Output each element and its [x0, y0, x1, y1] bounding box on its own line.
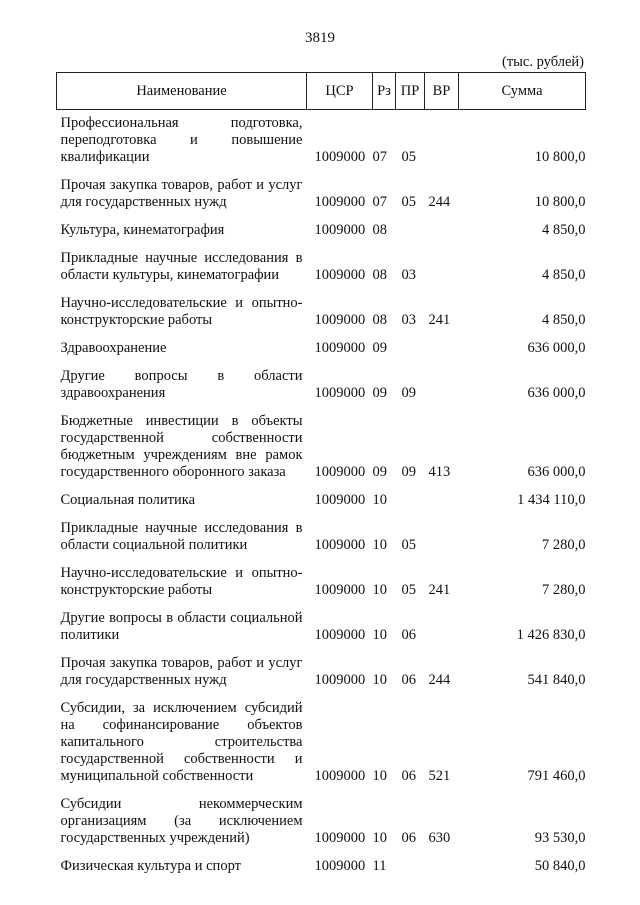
row-rz: 10 — [372, 537, 387, 553]
row-sum: 636 000,0 — [527, 385, 586, 401]
table-row — [57, 791, 586, 853]
table-row — [57, 695, 586, 791]
row-vr: 413 — [428, 464, 451, 480]
row-pr: 09 — [401, 385, 416, 401]
row-csr: 1009000 — [314, 267, 366, 283]
row-rz: 10 — [372, 672, 387, 688]
row-csr: 1009000 — [314, 194, 366, 210]
row-pr — [396, 487, 425, 515]
row-vr — [425, 487, 459, 515]
units-label: (тыс. рублей) — [502, 54, 584, 70]
row-name: Бюджетные инвестиции в объекты государственной собственности бюджетным учреждениям вне рамок государственного оборонного заказа — [60, 413, 303, 480]
table-row — [57, 110, 586, 173]
row-pr: 06 — [401, 627, 416, 643]
row-rz: 09 — [372, 464, 387, 480]
row-csr: 1009000 — [314, 858, 366, 874]
row-vr — [425, 853, 459, 881]
row-sum: 10 800,0 — [534, 194, 586, 210]
row-name: Прикладные научные исследования в области культуры, кинематографии — [60, 250, 303, 283]
header-rz: Рз — [373, 73, 396, 110]
row-name: Субсидии, за исключением субсидий на софинансирование объектов капитального строительства государственной собственности и муниципальной собственности — [60, 700, 303, 784]
header-csr: ЦСР — [307, 73, 373, 110]
header-name: Наименование — [57, 73, 307, 110]
row-sum: 636 000,0 — [527, 340, 586, 356]
row-name: Прикладные научные исследования в области социальной политики — [60, 520, 303, 553]
row-name: Научно-исследовательские и опытно-конструкторские работы — [60, 565, 303, 598]
row-sum: 93 530,0 — [534, 830, 586, 846]
row-vr: 241 — [428, 312, 451, 328]
table-header-row — [57, 73, 586, 110]
row-vr — [425, 515, 459, 560]
row-pr: 05 — [401, 537, 416, 553]
row-rz: 09 — [372, 340, 387, 356]
row-rz: 10 — [372, 627, 387, 643]
row-pr: 06 — [401, 830, 416, 846]
page-number: 3819 — [305, 30, 335, 46]
row-csr: 1009000 — [314, 222, 366, 238]
row-pr: 06 — [401, 672, 416, 688]
row-csr: 1009000 — [314, 537, 366, 553]
row-csr: 1009000 — [314, 768, 366, 784]
row-pr: 06 — [401, 768, 416, 784]
row-name: Прочая закупка товаров, работ и услуг для государственных нужд — [60, 655, 303, 688]
row-rz: 07 — [372, 149, 387, 165]
row-vr — [425, 363, 459, 408]
row-csr: 1009000 — [314, 464, 366, 480]
row-rz: 09 — [372, 385, 387, 401]
row-csr: 1009000 — [314, 830, 366, 846]
row-vr — [425, 605, 459, 650]
row-name: Профессиональная подготовка, переподготовка и повышение квалификации — [60, 115, 303, 165]
table-row — [57, 560, 586, 605]
row-sum: 1 426 830,0 — [516, 627, 586, 643]
row-csr: 1009000 — [314, 492, 366, 508]
row-pr — [396, 217, 425, 245]
row-vr: 241 — [428, 582, 451, 598]
row-csr: 1009000 — [314, 627, 366, 643]
row-sum: 4 850,0 — [542, 222, 586, 238]
row-rz: 08 — [372, 312, 387, 328]
table-row — [57, 487, 586, 515]
row-csr: 1009000 — [314, 149, 366, 165]
table-row — [57, 605, 586, 650]
row-pr — [396, 853, 425, 881]
row-vr — [425, 335, 459, 363]
header-vr: ВР — [425, 73, 459, 110]
row-sum: 10 800,0 — [534, 149, 586, 165]
header-pr: ПР — [396, 73, 425, 110]
row-rz: 07 — [372, 194, 387, 210]
row-csr: 1009000 — [314, 582, 366, 598]
table-row — [57, 515, 586, 560]
row-name: Физическая культура и спорт — [60, 858, 241, 874]
row-rz: 11 — [372, 858, 387, 874]
row-name: Культура, кинематография — [60, 222, 225, 238]
row-name: Социальная политика — [60, 492, 196, 508]
row-csr: 1009000 — [314, 340, 366, 356]
row-sum: 50 840,0 — [534, 858, 586, 874]
row-rz: 10 — [372, 492, 387, 508]
row-sum: 7 280,0 — [542, 537, 586, 553]
row-pr: 03 — [401, 267, 416, 283]
row-rz: 10 — [372, 768, 387, 784]
row-name: Прочая закупка товаров, работ и услуг для государственных нужд — [60, 177, 303, 210]
row-name: Здравоохранение — [60, 340, 167, 356]
row-pr: 03 — [401, 312, 416, 328]
row-sum: 7 280,0 — [542, 582, 586, 598]
row-csr: 1009000 — [314, 672, 366, 688]
row-pr — [396, 335, 425, 363]
table-row — [57, 290, 586, 335]
row-vr: 244 — [428, 194, 451, 210]
row-name: Другие вопросы в области здравоохранения — [60, 368, 303, 401]
row-vr — [425, 110, 459, 173]
row-name: Научно-исследовательские и опытно-конструкторские работы — [60, 295, 303, 328]
row-sum: 636 000,0 — [527, 464, 586, 480]
row-vr: 244 — [428, 672, 451, 688]
row-rz: 10 — [372, 830, 387, 846]
table-row — [57, 853, 586, 881]
table-row — [57, 245, 586, 290]
row-vr: 630 — [428, 830, 451, 846]
row-csr: 1009000 — [314, 385, 366, 401]
row-sum: 4 850,0 — [542, 312, 586, 328]
table-row — [57, 650, 586, 695]
row-pr: 05 — [401, 149, 416, 165]
budget-table — [56, 72, 586, 881]
row-pr: 05 — [401, 194, 416, 210]
row-vr — [425, 217, 459, 245]
row-sum: 791 460,0 — [527, 768, 586, 784]
row-vr: 521 — [428, 768, 451, 784]
row-pr: 09 — [401, 464, 416, 480]
table-row — [57, 335, 586, 363]
table-row — [57, 217, 586, 245]
row-sum: 1 434 110,0 — [517, 492, 586, 508]
row-name: Субсидии некоммерческим организациям (за исключением государственных учреждений) — [60, 796, 303, 846]
row-vr — [425, 245, 459, 290]
row-pr: 05 — [401, 582, 416, 598]
row-rz: 08 — [372, 267, 387, 283]
row-sum: 4 850,0 — [542, 267, 586, 283]
table-row — [57, 408, 586, 487]
row-csr: 1009000 — [314, 312, 366, 328]
row-rz: 08 — [372, 222, 387, 238]
table-row — [57, 172, 586, 217]
row-sum: 541 840,0 — [527, 672, 586, 688]
header-sum: Сумма — [459, 73, 586, 110]
row-rz: 10 — [372, 582, 387, 598]
table-row — [57, 363, 586, 408]
row-name: Другие вопросы в области социальной политики — [60, 610, 303, 643]
